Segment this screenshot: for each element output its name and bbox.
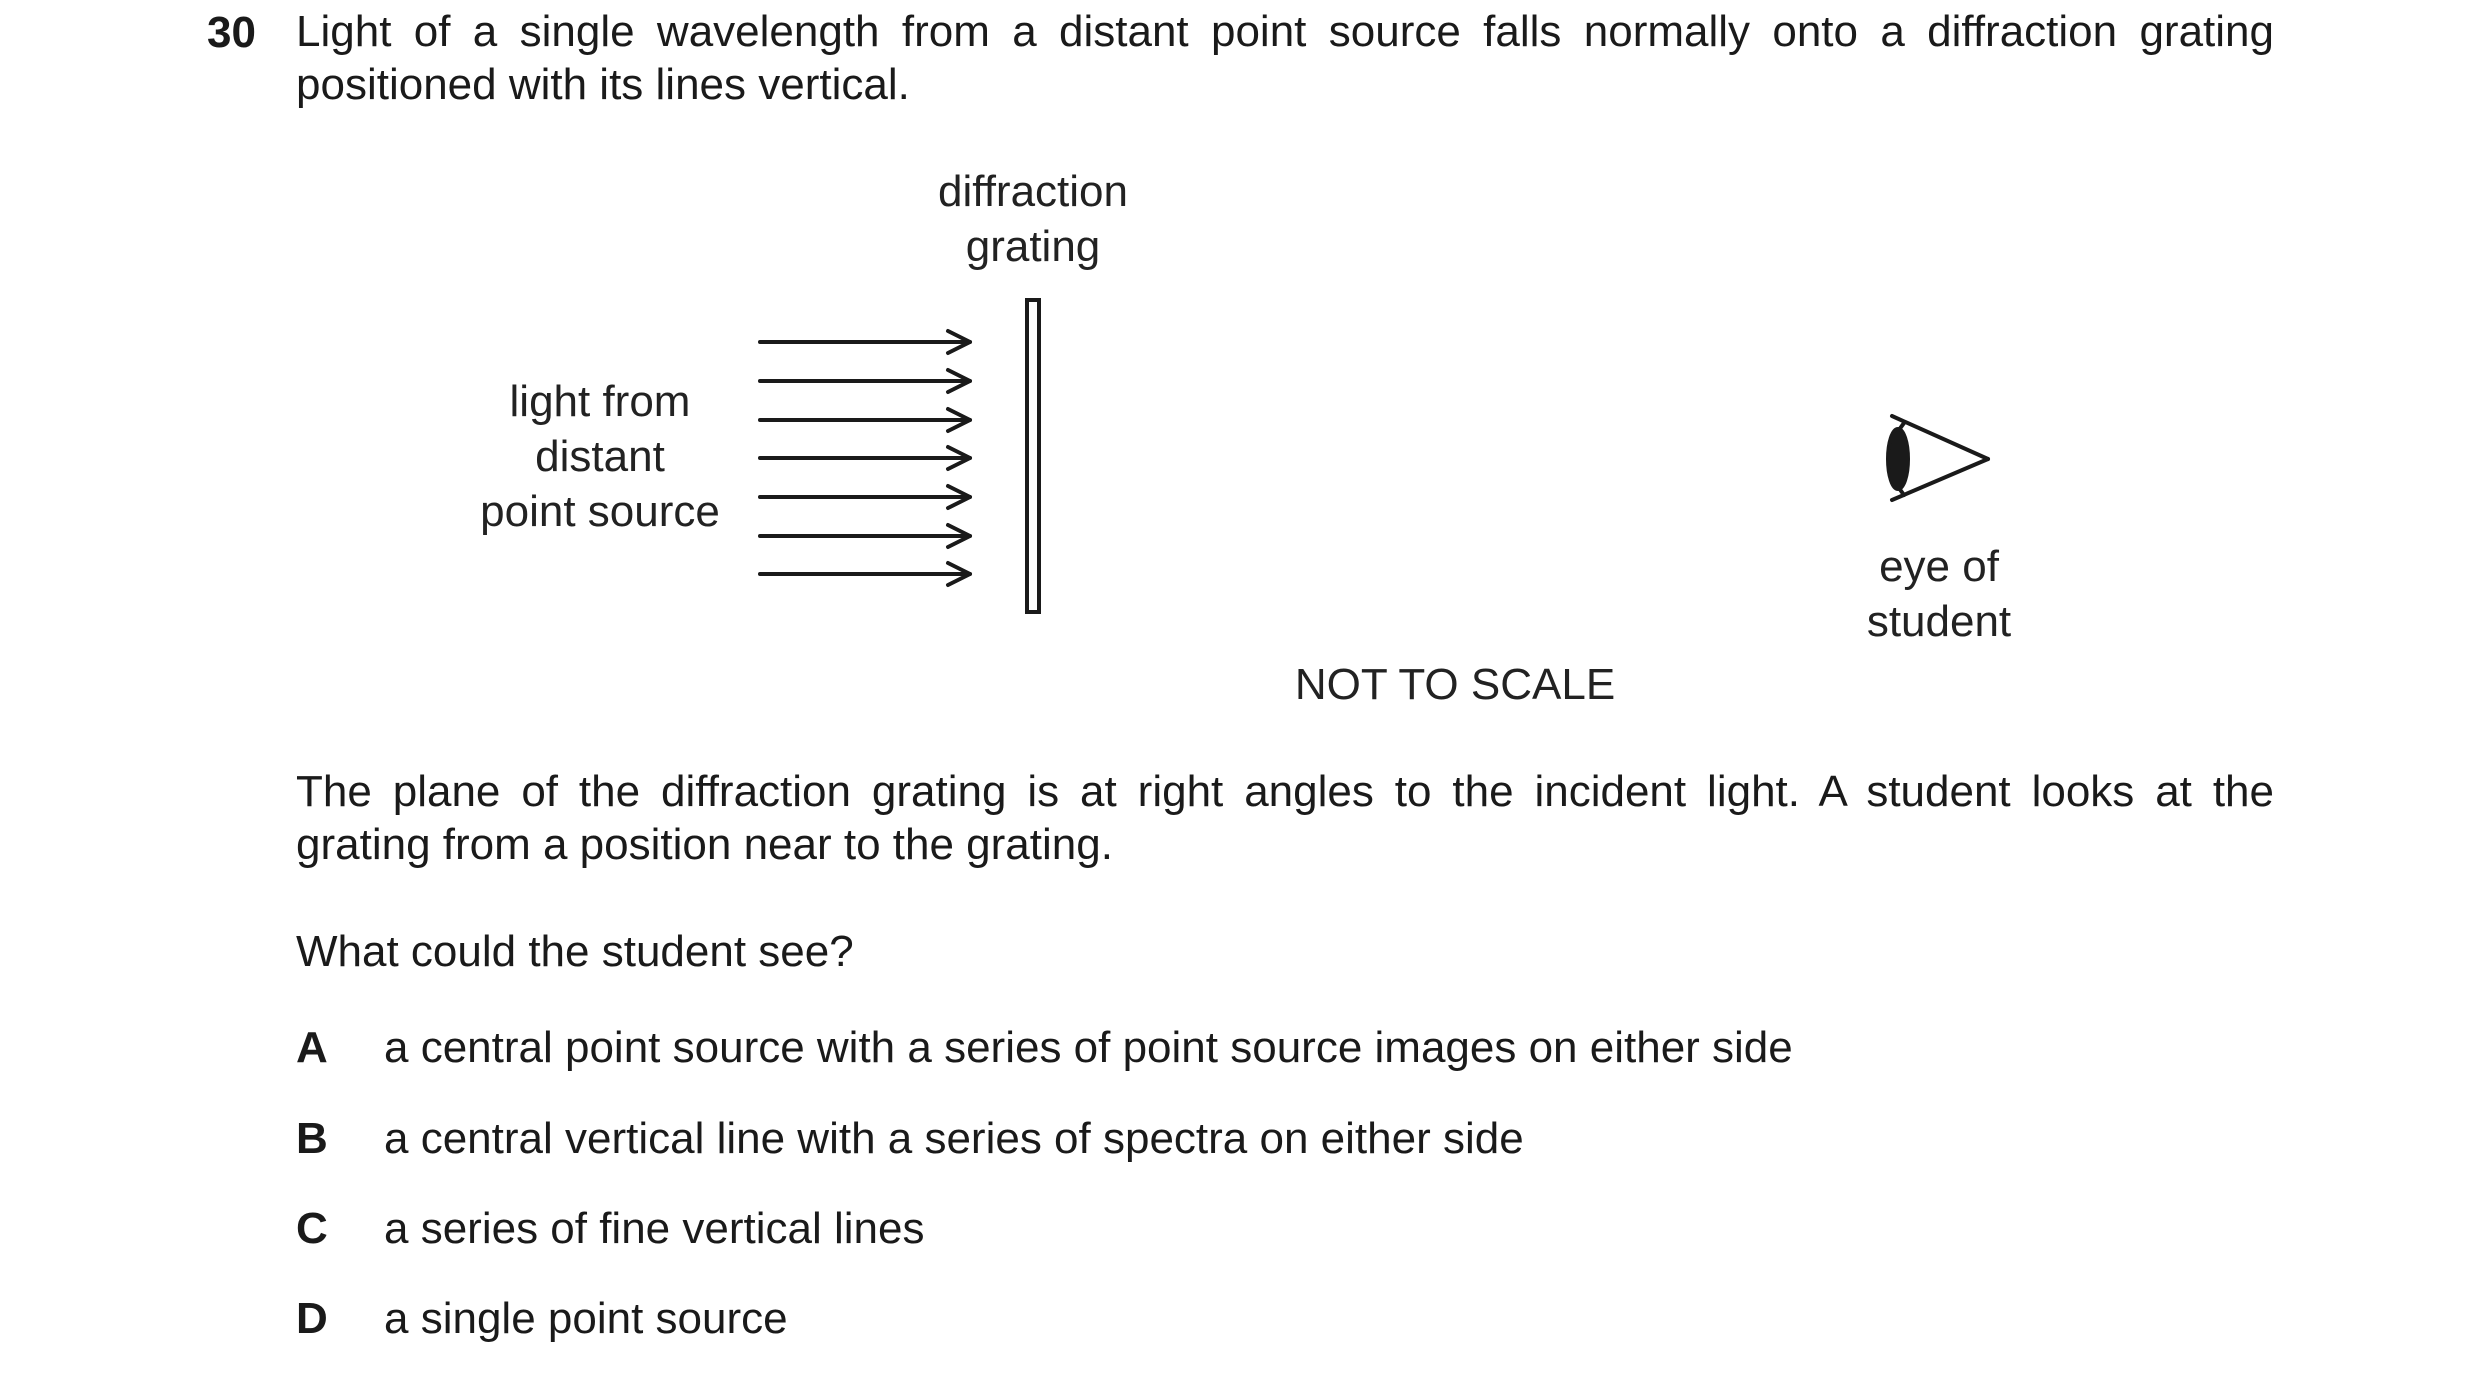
light-ray-arrow — [760, 409, 970, 431]
question-body-line-1: The plane of the diffraction grating is at right angles to the incident light. A student looks at the — [296, 767, 2274, 816]
option-letter: A — [296, 1023, 328, 1072]
light-ray-arrow — [760, 370, 970, 392]
option-letter: B — [296, 1114, 328, 1163]
source-label-line-1: light from — [509, 377, 691, 426]
question-intro-line-1: Light of a single wavelength from a distant point source falls normally onto a diffraction grating — [296, 7, 2274, 56]
grating-label-line-1: diffraction — [938, 167, 1128, 216]
grating-label-line-2: grating — [965, 222, 1101, 271]
not-to-scale-note: NOT TO SCALE — [1294, 660, 1616, 709]
option-text: a central point source with a series of point source images on either side — [384, 1023, 1793, 1072]
eye-icon — [1888, 416, 1988, 500]
diffraction-grating — [1027, 300, 1039, 612]
source-label-line-2: distant — [535, 432, 665, 481]
option-letter: C — [296, 1204, 328, 1253]
question-intro-line-2: positioned with its lines vertical. — [296, 60, 910, 109]
question-number: 30 — [207, 8, 256, 57]
light-ray-arrow — [760, 525, 970, 547]
question-body — [296, 765, 2274, 871]
option-text: a central vertical line with a series of spectra on either side — [384, 1114, 1524, 1163]
eye-label-line-2: student — [1866, 597, 2012, 646]
question-prompt: What could the student see? — [296, 927, 854, 976]
incident-light-rays — [760, 331, 970, 585]
option-text: a series of fine vertical lines — [384, 1204, 925, 1253]
option-letter: D — [296, 1294, 328, 1343]
source-label-line-3: point source — [480, 487, 720, 536]
eye-label-line-1: eye of — [1879, 542, 1999, 591]
light-ray-arrow — [760, 331, 970, 353]
option-text: a single point source — [384, 1294, 788, 1343]
question-body-line-2: grating from a position near to the grating. — [296, 820, 1113, 869]
light-ray-arrow — [760, 447, 970, 469]
light-ray-arrow — [760, 486, 970, 508]
light-ray-arrow — [760, 563, 970, 585]
